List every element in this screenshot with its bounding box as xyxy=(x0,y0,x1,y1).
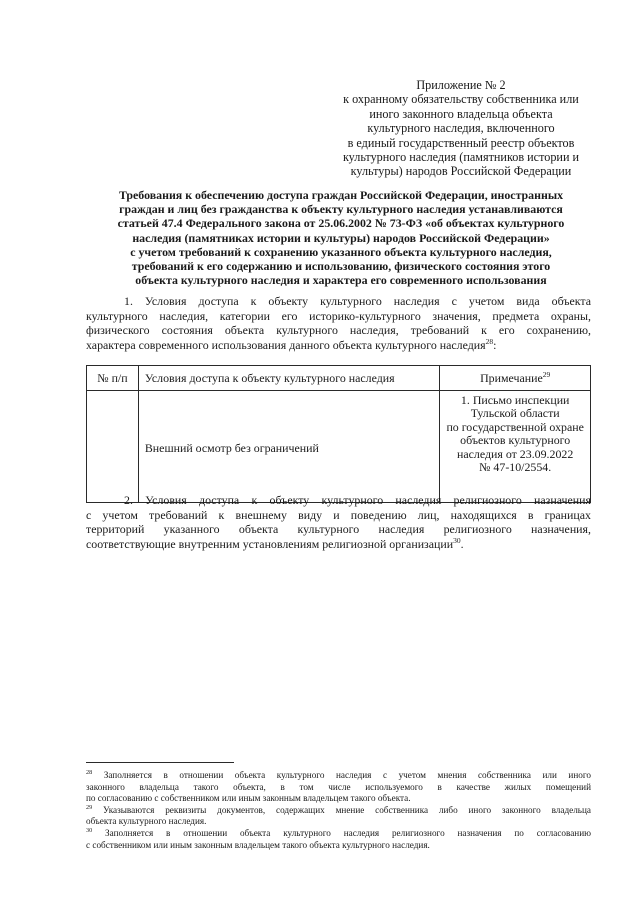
column-header-note xyxy=(440,366,591,391)
footnote-divider xyxy=(86,762,234,763)
access-conditions-table xyxy=(86,365,591,503)
footnotes xyxy=(86,770,591,851)
footnote-line xyxy=(86,828,591,840)
title-line: Требования к обеспечению доступа граждан Российской Федерации, иностранных xyxy=(118,188,564,202)
paragraph-text: соответствующие внутренним установлениям религиозной организации xyxy=(86,536,454,551)
section-2-paragraph xyxy=(86,493,591,551)
title-line: наследия (памятниках истории и культуры) народов Российской Федерации» xyxy=(132,230,550,245)
document-title xyxy=(84,188,598,287)
appendix-line: иного законного владельца объекта xyxy=(369,106,553,121)
appendix-heading xyxy=(320,78,602,179)
footnote-line: законного владельца такого объекта, в том числе используемого в качестве жилых помещений xyxy=(86,781,591,792)
paragraph-line xyxy=(86,537,591,552)
note-line: 1. Письмо инспекции xyxy=(460,393,570,407)
note-line: объектов культурного xyxy=(460,433,571,448)
paragraph-punctuation: : xyxy=(493,337,497,352)
footnote-number: 28 xyxy=(86,768,93,776)
paragraph-line: территорий указанного объекта культурного наследия религиозного назначения, xyxy=(86,522,591,537)
footnote-text: Указываются реквизиты документов, содержащих мнение собственника либо иного законного владельца xyxy=(92,804,591,815)
title-line: требований к его содержанию и использованию, физического состояния этого xyxy=(131,259,551,274)
section-1-paragraph xyxy=(86,294,591,352)
cell-note xyxy=(440,391,591,503)
appendix-line: культурного наследия, включенного xyxy=(367,121,555,136)
note-line: по государственной охране xyxy=(446,419,584,434)
paragraph-line: физического состояния объекта культурного наследия, требований к его сохранению, xyxy=(86,323,591,338)
title-line: с учетом требований к сохранению указанного объекта культурного наследия, xyxy=(130,244,552,259)
paragraph-line: культурного наследия, категории его историко-культурного значения, предмета охраны, xyxy=(86,308,591,323)
appendix-line: Приложение № 2 xyxy=(416,78,506,92)
note-line: наследия от 23.09.2022 xyxy=(457,446,574,461)
footnote-text: Заполняется в отношении объекта культурного наследия религиозного назначения по согласованию xyxy=(92,827,591,838)
footnote-text: Заполняется в отношении объекта культурного наследия с учетом мнения собственника или иного xyxy=(92,770,591,780)
paragraph-line: с учетом требований к внешнему виду и поведению лиц, находящихся в границах xyxy=(86,507,591,522)
appendix-line: культуры) народов Российской Федерации xyxy=(350,164,572,179)
appendix-line: в единый государственный реестр объектов xyxy=(347,135,575,150)
footnote-line xyxy=(86,770,591,782)
appendix-line: к охранному обязательству собственника или xyxy=(343,92,579,107)
paragraph-line: 2. Условия доступа к объекту культурного наследия религиозного назначения xyxy=(124,493,591,507)
footnote-line: с собственником или иным законным владельцем такого объекта культурного наследия. xyxy=(86,839,430,850)
footnote-line: объекта культурного наследия. xyxy=(86,816,207,827)
footnote-number: 29 xyxy=(86,803,93,811)
footnote-reference[interactable]: 28 xyxy=(485,336,494,346)
cell-condition: Внешний осмотр без ограничений xyxy=(138,391,439,503)
column-header-number: № п/п xyxy=(87,366,139,391)
title-line: объекта культурного наследия и характера его современного использования xyxy=(135,273,547,288)
table-header-row xyxy=(87,366,591,391)
footnote-line: по согласованию с собственником или иным законным владельцем такого объекта. xyxy=(86,793,411,804)
cell-number xyxy=(87,391,139,503)
title-line: граждан и лиц без гражданства к объекту культурного наследия устанавливаются xyxy=(119,202,563,217)
title-line: статьей 47.4 Федерального закона от 25.06.2002 № 73-ФЗ «об объектах культурного xyxy=(117,216,565,231)
table-row xyxy=(87,391,591,503)
footnote-line xyxy=(86,805,591,817)
paragraph-punctuation: . xyxy=(460,536,464,551)
column-header-condition: Условия доступа к объекту культурного наследия xyxy=(138,366,439,391)
column-header-note-label: Примечание xyxy=(480,370,543,385)
appendix-line: культурного наследия (памятников истории и xyxy=(342,150,580,165)
footnote-number: 30 xyxy=(86,826,93,834)
footnote-reference[interactable]: 29 xyxy=(542,369,551,379)
paragraph-line: 1. Условия доступа к объекту культурного наследия с учетом вида объекта xyxy=(124,294,591,308)
paragraph-line xyxy=(86,338,591,353)
note-line: № 47-10/2554. xyxy=(479,460,552,475)
paragraph-text: характера современного использования данного объекта культурного наследия xyxy=(86,337,486,352)
note-line: Тульской области xyxy=(470,406,560,421)
footnote-reference[interactable]: 30 xyxy=(453,535,461,545)
